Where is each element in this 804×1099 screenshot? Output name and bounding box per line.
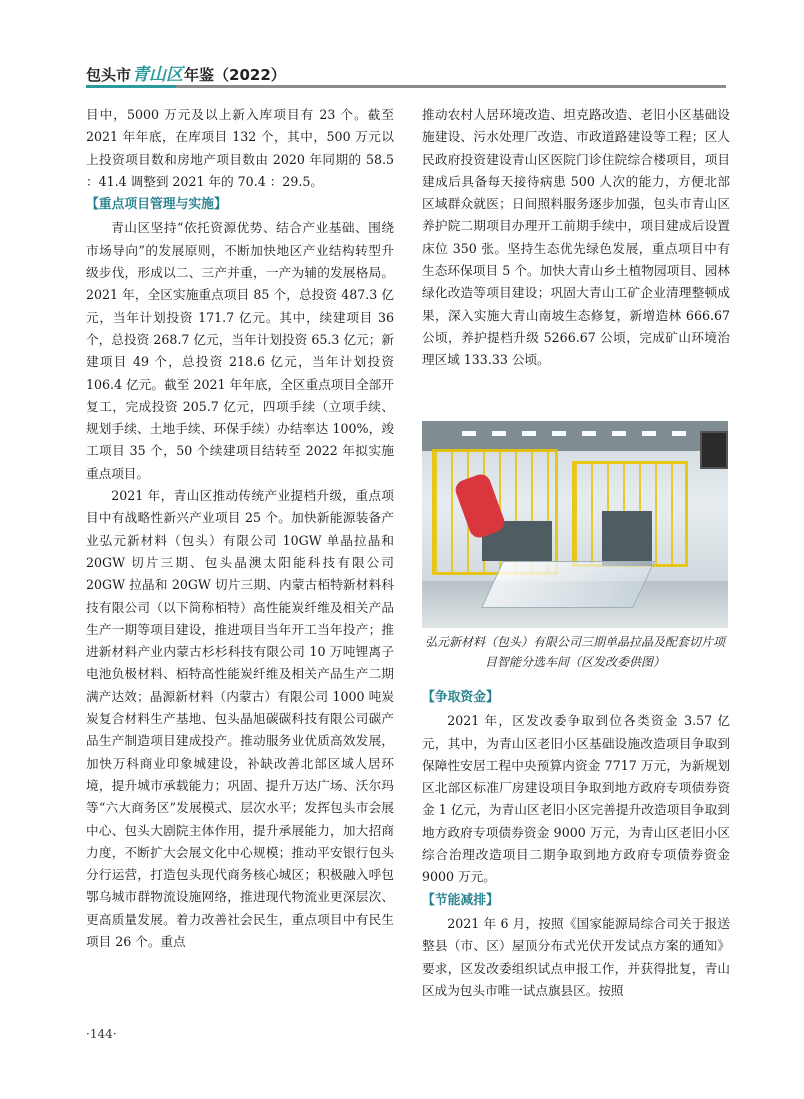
right-column [422, 104, 730, 372]
photo-glass-panel [481, 561, 655, 608]
paragraph: 2021 年，青山区推动传统产业提档升级，重点项目中有战略性新兴产业项目 25 个。加快新能源装备产业弘元新材料（包头）有限公司 10GW 单晶拉晶和 20GW 切片三期、包头晶澳太阳能科技有限公司 20GW 拉晶和 20GW 切片三期、内蒙古栢特新材料科技有限公司（以下简称栢特）高性能炭纤维及相关产品生产一期等项目建设，推进项目当年开工当年投产；推进新材料产业内蒙古杉杉科技有限公司 10 万吨锂离子电池负极材料、栢特高性能炭纤维及相关产品生产二期满产达效；晶源新材料（内蒙古）有限公司 1000 吨炭炭复合材料生产基地、包头晶旭碳碳科技有限公司碳产品生产制造项目建成投产。推动服务业优质高效发展，加快万科商业印象城建设，补缺改善北部区域人居环境，提升城市承载能力；巩固、提升万达广场、沃尔玛等“六大商务区”发展模式、层次水平；发挥包头市会展中心、包头大剧院主体作用，提升承展能力，加大招商力度，不断扩大会展文化中心规模；推动平安银行包头分行运营，打造包头现代商务核心城区；积极融入呼包鄂乌城市群物流设施网络，推进现代物流业更深层次、更高质量发展。着力改善社会民生，重点项目中有民生项目 26 个。重点 [86, 488, 394, 949]
paragraph: 推动农村人居环境改造、坦克路改造、老旧小区基础设施建设、污水处理厂改造、市政道路建设等工程；区人民政府投资建设青山区医院门诊住院综合楼项目，项目建成后具备每天接待病患 500 人次的能力，方便北部区域群众就医；日间照料服务逐步加强，包头市青山区养护院二期项目办理开工前期手续中，项目建成后设置床位 350 张。坚持生态优先绿色发展，重点项目中有生态环保项目 5 个。加快大青山乡土植物园项目、园林绿化改造等项目建设；巩固大青山工矿企业清理整顿成果，深入实施大青山南坡生态修复，新增造林 666.67 公顷，养护提档升级 5266.67 公顷，完成矿山环境治理区域 133.33 公顷。 [422, 107, 730, 368]
page-number: ·144· [86, 1027, 117, 1041]
section-heading-funding: 【争取资金】 [422, 690, 499, 705]
yearbook-title [86, 60, 286, 85]
paragraph: 目中，5000 万元及以上新入库项目有 23 个。截至 2021 年年底，在库项目 132 个，其中，500 万元以上投资项目数和房地产项目数由 2020 年同期的 58.5 ：41.4 调整到 2021 年的 70.4 ：29.5。 [86, 107, 394, 189]
paragraph: 青山区坚持“依托资源优势、结合产业基础、围绕市场导向”的发展原则，不断加快地区产业结构转型升级步伐，形成以二、三产并重，一产为辅的发展格局。2021 年，全区实施重点项目 85 个，总投资 487.3 亿元，当年计划投资 171.7 亿元。其中，续建项目 36 个，总投资 268.7 亿元，当年计划投资 65.3 亿元；新建项目 49 个，总投资 218.6 亿元，当年计划投资 106.4 亿元。截至 2021 年年底，全区重点项目全部开复工，完成投资 205.7 亿元，四项手续（立项手续、规划手续、土地手续、环保手续）办结率达 100%，竣工项目 35 个，50 个续建项目结转至 2022 年拟实施重点项目。 [86, 220, 394, 481]
right-column-lower [422, 686, 730, 1002]
section-heading-key-projects: 【重点项目管理与实施】 [86, 197, 227, 213]
paragraph: 2021 年 6 月，按照《国家能源局综合司关于报送整县（市、区）屋顶分布式光伏开发试点方案的通知》要求，区发改委组织试点申报工作，并获得批复，青山区成为包头市唯一试点旗县区。按照 [422, 915, 730, 998]
figure-caption: 弘元新材料（包头）有限公司三期单晶拉晶及配套切片项目智能分选车间（区发改委供图） [424, 635, 725, 669]
photo-ceiling [422, 421, 728, 451]
title-brand: 青山区 [132, 65, 184, 85]
title-suffix: 年鉴（2022） [184, 66, 286, 84]
photo-lights [462, 431, 702, 436]
running-header [86, 58, 726, 86]
left-column [86, 104, 394, 953]
photo-machine [602, 511, 652, 566]
factory-photo [422, 421, 728, 628]
section-heading-energy: 【节能减排】 [422, 892, 499, 908]
title-prefix: 包头市 [86, 66, 132, 84]
photo-monitor [700, 431, 728, 469]
header-rule [86, 85, 726, 88]
paragraph: 2021 年，区发改委争取到位各类资金 3.57 亿元，其中，为青山区老旧小区基础设施改造项目争取到保障性安居工程中央预算内资金 7717 万元，为新规划区北部区标准厂房建设项目争取到地方政府专项债券资金 1 亿元，为青山区老旧小区完善提升改造项目争取到地方政府专项债券资金 9000 万元，为青山区老旧小区综合治理改造项目二期争取到地方政府专项债券资金 9000 万元。 [422, 713, 730, 885]
